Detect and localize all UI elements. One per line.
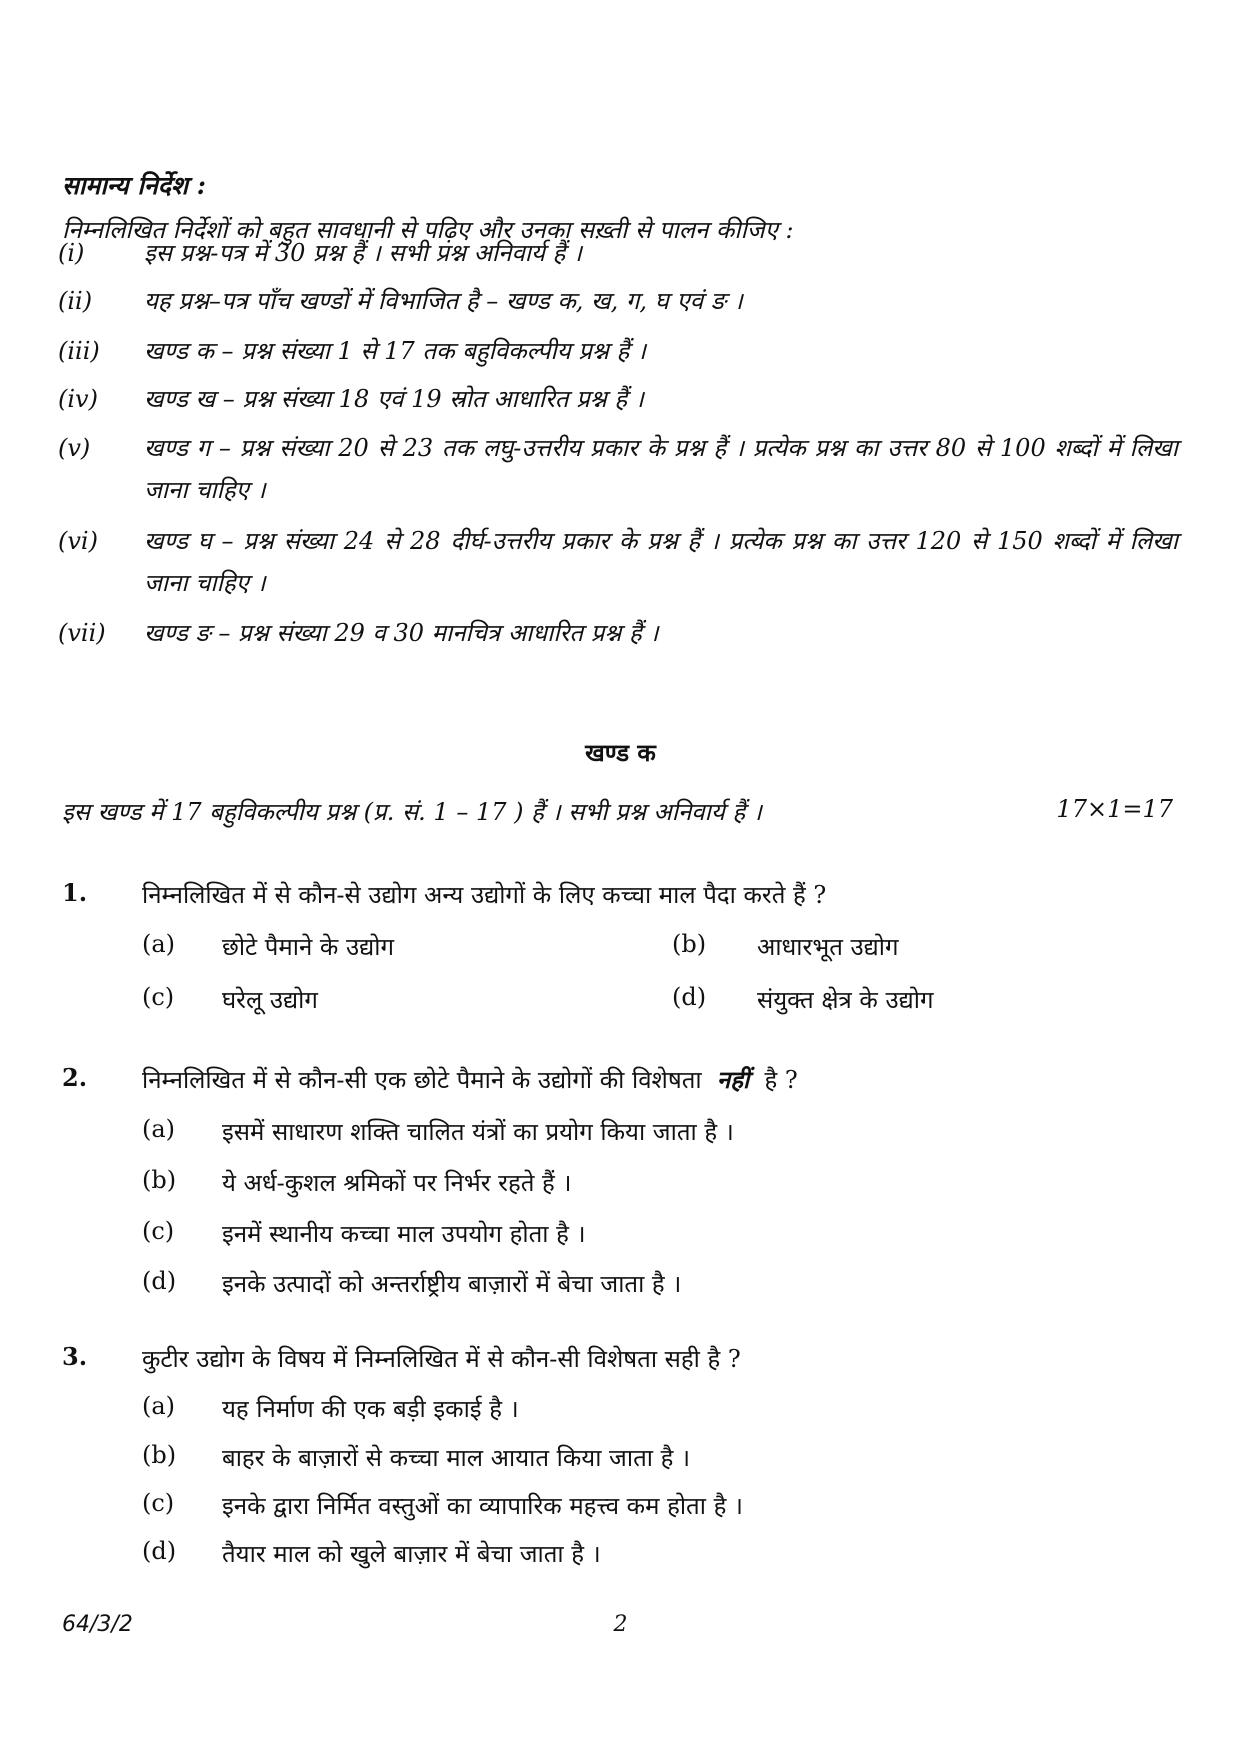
question-text-end: है ? (764, 1066, 798, 1094)
instruction-number: (vii) (58, 619, 106, 647)
option-label: (d) (142, 1267, 177, 1295)
instruction-text: खण्ड ङ – प्रश्न संख्या 29 व 30 मानचित्र आधारित प्रश्न हैं । (144, 619, 659, 647)
paper-code: 64/3/2 (62, 1612, 133, 1637)
section-intro: इस खण्ड में 17 बहुविकल्पीय प्रश्न (प्र. सं. 1 – 17 ) हैं । सभी प्रश्न अनिवार्य हैं । (62, 798, 762, 826)
option-text: छोटे पैमाने के उद्योग (222, 933, 394, 961)
instruction-number: (i) (58, 239, 85, 267)
general-instructions-title: सामान्य निर्देश : (62, 171, 206, 200)
option-text: इसमें साधारण शक्ति चालित यंत्रों का प्रयोग किया जाता है । (222, 1118, 734, 1146)
option-label: (a) (142, 930, 176, 958)
instruction-text: खण्ड घ – प्रश्न संख्या 24 से 28 दीर्घ-उत्तरीय प्रकार के प्रश्न हैं । प्रत्येक प्रश्न का उत्तर 120 से 150 शब्दों में लिखा जाना चाहिए । (144, 527, 1178, 597)
instruction-text: खण्ड ग – प्रश्न संख्या 20 से 23 तक लघु-उत्तरीय प्रकार के प्रश्न हैं । प्रत्येक प्रश्न का उत्तर 80 से 100 शब्दों में लिखा जाना चाहिए । (144, 434, 1178, 504)
question-number: 2. (62, 1063, 88, 1092)
question-number: 1. (62, 878, 88, 907)
instruction-text: इस प्रश्न-पत्र में 30 प्रश्न हैं । सभी प्रश्न अनिवार्य हैं । (144, 239, 583, 267)
option-label: (d) (142, 1537, 177, 1565)
instruction-number: (vi) (58, 527, 98, 555)
option-label: (c) (142, 1489, 175, 1517)
instruction-number: (iv) (58, 385, 98, 413)
section-heading: खण्ड क (585, 738, 656, 767)
question-text-main: निम्नलिखित में से कौन-सी एक छोटे पैमाने के उद्योगों की विशेषता (142, 1066, 702, 1094)
instruction-text: खण्ड क – प्रश्न संख्या 1 से 17 तक बहुविकल्पीय प्रश्न हैं । (144, 337, 646, 365)
instruction-text: खण्ड ख – प्रश्न संख्या 18 एवं 19 स्रोत आधारित प्रश्न हैं । (144, 385, 644, 413)
option-text: इनके उत्पादों को अन्तर्राष्ट्रीय बाज़ारों में बेचा जाता है । (222, 1270, 682, 1298)
instruction-number: (ii) (58, 287, 93, 315)
option-label: (a) (142, 1115, 176, 1143)
option-text: बाहर के बाज़ारों से कच्चा माल आयात किया जाता है । (222, 1444, 691, 1472)
question-text-emphasis: नहीं (716, 1065, 750, 1094)
option-text: ये अर्ध-कुशल श्रमिकों पर निर्भर रहते हैं । (222, 1169, 572, 1197)
question-text (142, 1063, 798, 1096)
instruction-number: (iii) (58, 337, 100, 365)
instruction-text: यह प्रश्न–पत्र पाँच खण्डों में विभाजित है – खण्ड क, ख, ग, घ एवं ङ । (144, 287, 743, 315)
option-text: यह निर्माण की एक बड़ी इकाई है । (222, 1395, 519, 1423)
question-text: निम्नलिखित में से कौन-से उद्योग अन्य उद्योगों के लिए कच्चा माल पैदा करते हैं ? (142, 881, 827, 909)
option-label: (d) (672, 983, 707, 1011)
general-instructions-intro: निम्नलिखित निर्देशों को बहुत सावधानी से पढ़िए और उनका सख़्ती से पालन कीजिए : (62, 216, 794, 244)
option-text: आधारभूत उद्योग (757, 933, 899, 961)
page-number: 2 (613, 1612, 628, 1637)
option-label: (c) (142, 983, 175, 1011)
option-label: (c) (142, 1217, 175, 1245)
instruction-number: (v) (58, 434, 91, 462)
question-number: 3. (62, 1342, 88, 1371)
option-label: (b) (142, 1441, 177, 1469)
option-text: संयुक्त क्षेत्र के उद्योग (757, 986, 934, 1014)
question-text: कुटीर उद्योग के विषय में निम्नलिखित में से कौन-सी विशेषता सही है ? (142, 1345, 741, 1373)
option-text: इनमें स्थानीय कच्चा माल उपयोग होता है । (222, 1220, 586, 1248)
option-text: तैयार माल को खुले बाज़ार में बेचा जाता है । (222, 1540, 601, 1568)
option-text: घरेलू उद्योग (222, 986, 318, 1014)
option-label: (b) (142, 1166, 177, 1194)
section-marks: 17×1=17 (1056, 795, 1173, 823)
option-text: इनके द्वारा निर्मित वस्तुओं का व्यापारिक महत्त्व कम होता है । (222, 1492, 744, 1520)
option-label: (b) (672, 930, 707, 958)
option-label: (a) (142, 1392, 176, 1420)
